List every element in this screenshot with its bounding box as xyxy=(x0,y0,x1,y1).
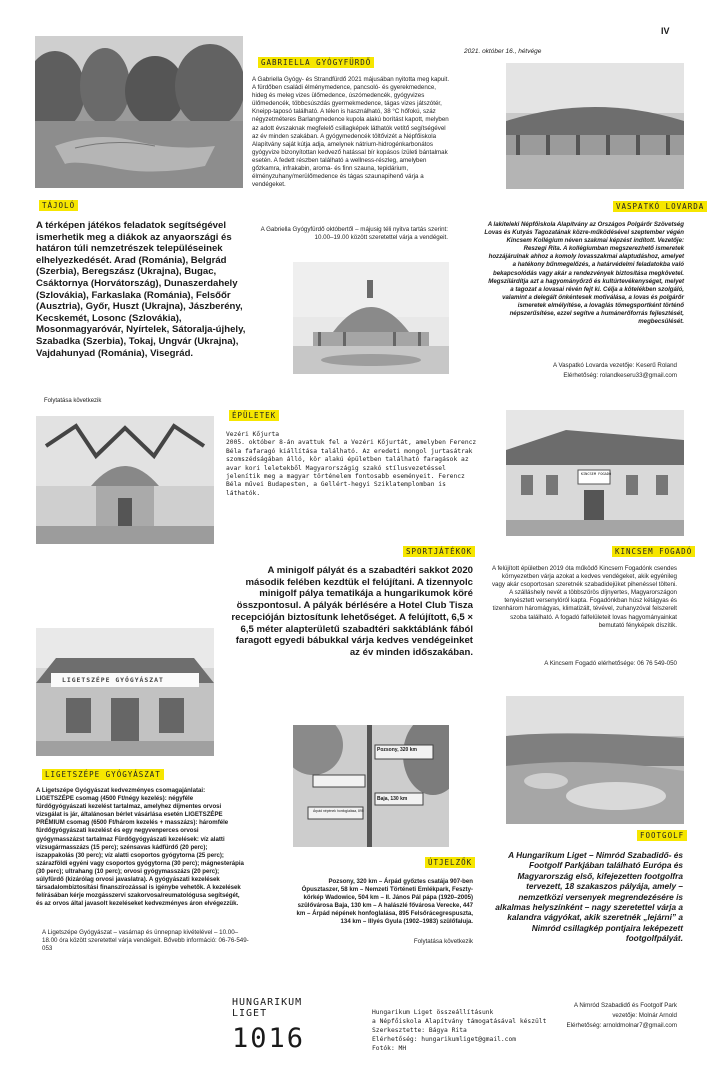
tajolo-text: A térképen játékos feladatok segítségével ismerhetik meg a diákok az anyaországi és határon túli nemzetrészek településeinek elhelyezkedését. Arad (Románia), Belgrád (Szerbia), Beregszász (Ukrajna), Bugac, Csáktornya (Horvátország), Dunaszerdahely (Szlovákia), Farkaslaka (Románia), Felsőőr (Ausztria), Győr, Huszt (Ukrajna), Jászberény, Kecskemét, Losonc (Szlovákia), Mosonmagyaróvár, Nyírtelek, Sátoralja-újhely, Szabadka (Szerbia), Tokaj, Ungvár (Ukrajna), Vajdahunyad (Románia), Visegrád. xyxy=(36,220,246,359)
tajolo-continued: Folytatása következik xyxy=(44,398,102,404)
credit-line-2: a Népfőiskola Alapítvány támogatásával készült xyxy=(372,1018,547,1025)
ligetszepe-sign: LIGETSZÉPE GYÓGYÁSZAT xyxy=(62,676,164,684)
brand-line-1: HUNGARIKUM xyxy=(232,997,303,1008)
ligetszepe-hours: A Ligetszépe Gyógyászat – vasárnap és ünnepnap kivételével – 10.00–18.00 óra között szeretettel várja vendégeit. Bővebb információ: 06-76-549-053 xyxy=(42,929,249,953)
tag-vaspatko: VASPATKÓ LOVARDA xyxy=(613,201,707,212)
credit-line-1: Hungarikum Liget összeállításunk xyxy=(372,1009,494,1016)
tajolo-photo xyxy=(35,36,243,188)
sport-text: A minigolf pályát és a szabadtéri sakkot 2020 második felében kezdtük el felújítani. A tizennyolc minigolf pálya tematikája a hungarikumok köré összpontosul. A pályák bérlésére a Hotel Club Tisza recepcióján biztosítunk lehetőséget. A felújított, 6,5 × 6,5 méter alapterületű szabadtéri sakktáblánk fából faragott egyedi bábukkal várja kedves vendégeinket az év minden időszakában. xyxy=(231,565,473,658)
vaspatko-contact-2: Elérhetőség: rolandkeseru33@gmail.com xyxy=(563,372,677,379)
footgolf-contact-1: A Nimród Szabadidő és Footgolf Park xyxy=(573,1002,677,1009)
credits xyxy=(372,1008,546,1053)
kojurta-photo xyxy=(36,416,214,544)
vaspatko-text: A lakiteleki Népfőiskola Alapítvány az Országos Polgárőr Szövetség Lovas és Kutyás Tagozatának közre-működésével szeptember végén Kincsem Kollégium néven szakmai képzést indított. Vezetője: Reszegi Rita. A kollégiumban megszerezhető ismeretek hozzájárulnak ahhoz a komoly lovasszakmai alaptudáshoz, amelyet a hatékony bűnmegelőzés, a határvédelmi feladatokba való bekapcsolódás vagy akár a rendezvények biztosítása megkövetel. Megszilárdítja azt a hagyományőrző és kultúrtevékenységet, melyet a tagozat a lovasai révén fejt ki. Célja a kötelékben szolgáló, valamint a delegált önkéntesek motiválása, a lovas és polgárőr ismeretek elmélyítése, a lovaglás tömegsportként történő népszerűsítése, ezzel segítve a humánerőforrás fejlesztését, megbecsülését. xyxy=(484,221,684,326)
utjelzo-sign-3: Árpád népének honfoglalása, 895 xyxy=(313,809,364,813)
utjelzok-continued: Folytatása következik xyxy=(413,938,473,945)
brand-line-2: LIGET xyxy=(232,1008,268,1019)
utjelzo-sign-1: Pozsony, 320 km xyxy=(377,747,417,753)
epuletek-text: Vezéri Kőjurta 2005. október 8-án avattuk fel a Vezéri Kőjurtát, amelyben Ferencz Béla fafaragó kiállítása található. Az eredeti mongol jurtasátrak szomszédságában álló, kör alakú épületben található faragások az avar kori leletekből Magyarországig szakó stílusvezetéssel jelenítik meg a magyar történelem fontosabb eseményeit. Ferencz Béla művei Budapesten, a Gellért-hegyi Sziklatemplomban is láthatók. xyxy=(226,431,477,497)
tag-utjelzok: ÚTJELZŐK xyxy=(425,857,475,868)
gabriella-hours: A Gabriella Gyógyfürdő októbertől – májusig téli nyitva tartás szerint: 10.00–19.00 között szeretettel várja a vendégeit. xyxy=(260,226,448,242)
issue-number: 1016 xyxy=(232,1023,306,1054)
kincsem-sign: KINCSEM FOGADÓ xyxy=(580,472,612,476)
tag-kincsem: KINCSEM FOGADÓ xyxy=(612,546,695,557)
tag-gabriella: GABRIELLA GYÓGYFÜRDŐ xyxy=(258,57,374,68)
ligetszepe-photo xyxy=(36,628,214,756)
tag-footgolf: FOOTGOLF xyxy=(637,830,687,841)
tag-epuletek: ÉPÜLETEK xyxy=(229,410,279,421)
footgolf-contact-3: Elérhetőség: arnoldmolnar7@gmail.com xyxy=(566,1022,677,1029)
footgolf-photo xyxy=(506,696,684,824)
credit-line-3: Szerkesztette: Bágya Rita xyxy=(372,1027,467,1034)
credit-line-5: Fotók: MH xyxy=(372,1045,407,1052)
utjelzo-sign-2: Baja, 130 km xyxy=(377,796,408,802)
tag-sportjatekok: SPORTJÁTÉKOK xyxy=(403,546,475,557)
tag-tajolo: TÁJOLÓ xyxy=(39,200,78,211)
ligetszepe-text: A Ligetszépe Gyógyászat kedvezményes csomagajánlatai: LIGETSZÉPE csomag (4500 Ft/négy kezelés): négyféle fürdőgyógyászati kezelést tartalmaz, amelyhez díjmentes orvosi vizsgálat is jár, általánosan bérlet vásárlása esetén LIGETSZÉPE PRÉMIUM csomag (6500 Ft/három kezelés + masszázs): háromféle fürdőgyógyászati kezelést és egy negyvenperces orvosi gyógymasszázst tartalmaz Fürdőgyógyászati kezelések: víz alatti vízsugármasszázs (15 perc); szénsavas kádfürdő (20 perc); iszappakolás (30 perc); víz alatti csoportos gyógytorna (25 perc); szárazföldi egyéni vagy csoportos gyógytorna (30 perc); mágnesterápia (30 perc); ultrahang (10 perc); orvosi gyógymasszázs (20 perc); súlyfürdő (kizárólag orvosi javaslatra). A gyógyászati kezelések társadalombiztosítási finanszírozással is igénybe vehetők. A kezelések felírásában kérje mozgásszervi szakorvosa/reumatológusa segítségét, és az orvos által javasolt kezeléseket kedvezményes áron elvégezzük. xyxy=(36,787,244,908)
kincsem-text: A felújított épületben 2019 óta működő Kincsem Fogadónk csendes környezetben várja azokat a kedves vendégeket, akik egyénileg vagy akár csoportosan szeretnék szabadidejüket pihenéssel tölteni. A szálláshely nevét a többszörös díjnyertes, Magyarországon tenyésztett versenylóról kapta. Fogadónkban húsz kétágyas és tizenhárom háromágyas, klimatizált, tévével, zuhanyzóval felszerelt szoba található. A fogadó falfelületeit lovas hagyományainkat bemutató fényképek díszítik. xyxy=(491,565,677,629)
vaspatko-contact-1: A Vaspatkó Lovarda vezetője: Keserű Roland xyxy=(552,362,677,369)
issue-date: 2021. október 16., hétvége xyxy=(464,48,542,55)
utjelzok-text: Pozsony, 320 km – Árpád győztes csatája 907-ben Ópusztaszer, 58 km – Nemzeti Történeti Emlékpark, Feszty-körkép Wadowice, 504 km – II. János Pál pápa (1920–2005) szülővárosa Baja, 130 km – A halászlé fővárosa Verecke, 447 km – Árpád népének honfoglalása, 895 Felsőrácegrespuszta, 134 km – Illyés Gyula (1902–1983) szülőfaluja. xyxy=(296,878,473,926)
vaspatko-photo xyxy=(506,63,684,189)
kincsem-contact: A Kincsem Fogadó elérhetősége: 06 76 549-050 xyxy=(544,660,677,667)
page-number: IV xyxy=(661,26,670,36)
utjelzok-photo xyxy=(293,725,449,847)
credit-line-4: Elérhetőség: hungarikumliget@gmail.com xyxy=(372,1036,517,1043)
footgolf-text: A Hungarikum Liget – Nimród Szabadidő- és Footgolf Parkjában található Európa és Magyarország első, kifejezetten footgolfra tervezett, 18 szakaszos pályája, amely – nemzetközi versenyek megrendezésére is alkalmas helyszínként – nagy szeretettel várja a kalandra vágyókat, akik szeretnék „lejárni” a Nimród csillagkép pontjaira leképezett footgolfpályát. xyxy=(495,850,683,944)
footgolf-contact-2: vezetője: Molnár Arnold xyxy=(612,1012,677,1019)
gabriella-text: A Gabriella Gyógy- és Strandfürdő 2021 májusában nyitotta meg kapuit. A fürdőben családi élménymedence, pancsoló- és gyerekmedence, hideg és meleg vizes ülőmedence, úszómedencék, gyógyvizes ülőmedencék, többcsúszdás gyermekmedence, tágas vizes játszótér, Kneipp-taposó található. A télen is használható, 38 °C hőfokú, száz négyzetméteres Barlangmedence kupola alakú borítást kapott, melyben az adott évszaknak megfelelő csillagképek láthatók vetítő segítségével az év minden szakában. A gyógymedencék töltővizét a Népfőiskola Alapítvány saját kútja adja, amelynek nátrium-hidrogénkarbonátos gyógyvize bizonyítottan kedvező hatással bír kopásos ízületi bántalmak esetén. A fedett részben található a wellness-részleg, amelyben gőzkamra, infrakabin, aroma- és finn szauna, tepidárium, élményzuhany/merülőmedence és tágas szaunapihenő várja a vendégeket. xyxy=(252,76,450,189)
dome-photo xyxy=(293,262,449,374)
tag-ligetszepe: LIGETSZÉPE GYÓGYÁSZAT xyxy=(42,769,164,780)
